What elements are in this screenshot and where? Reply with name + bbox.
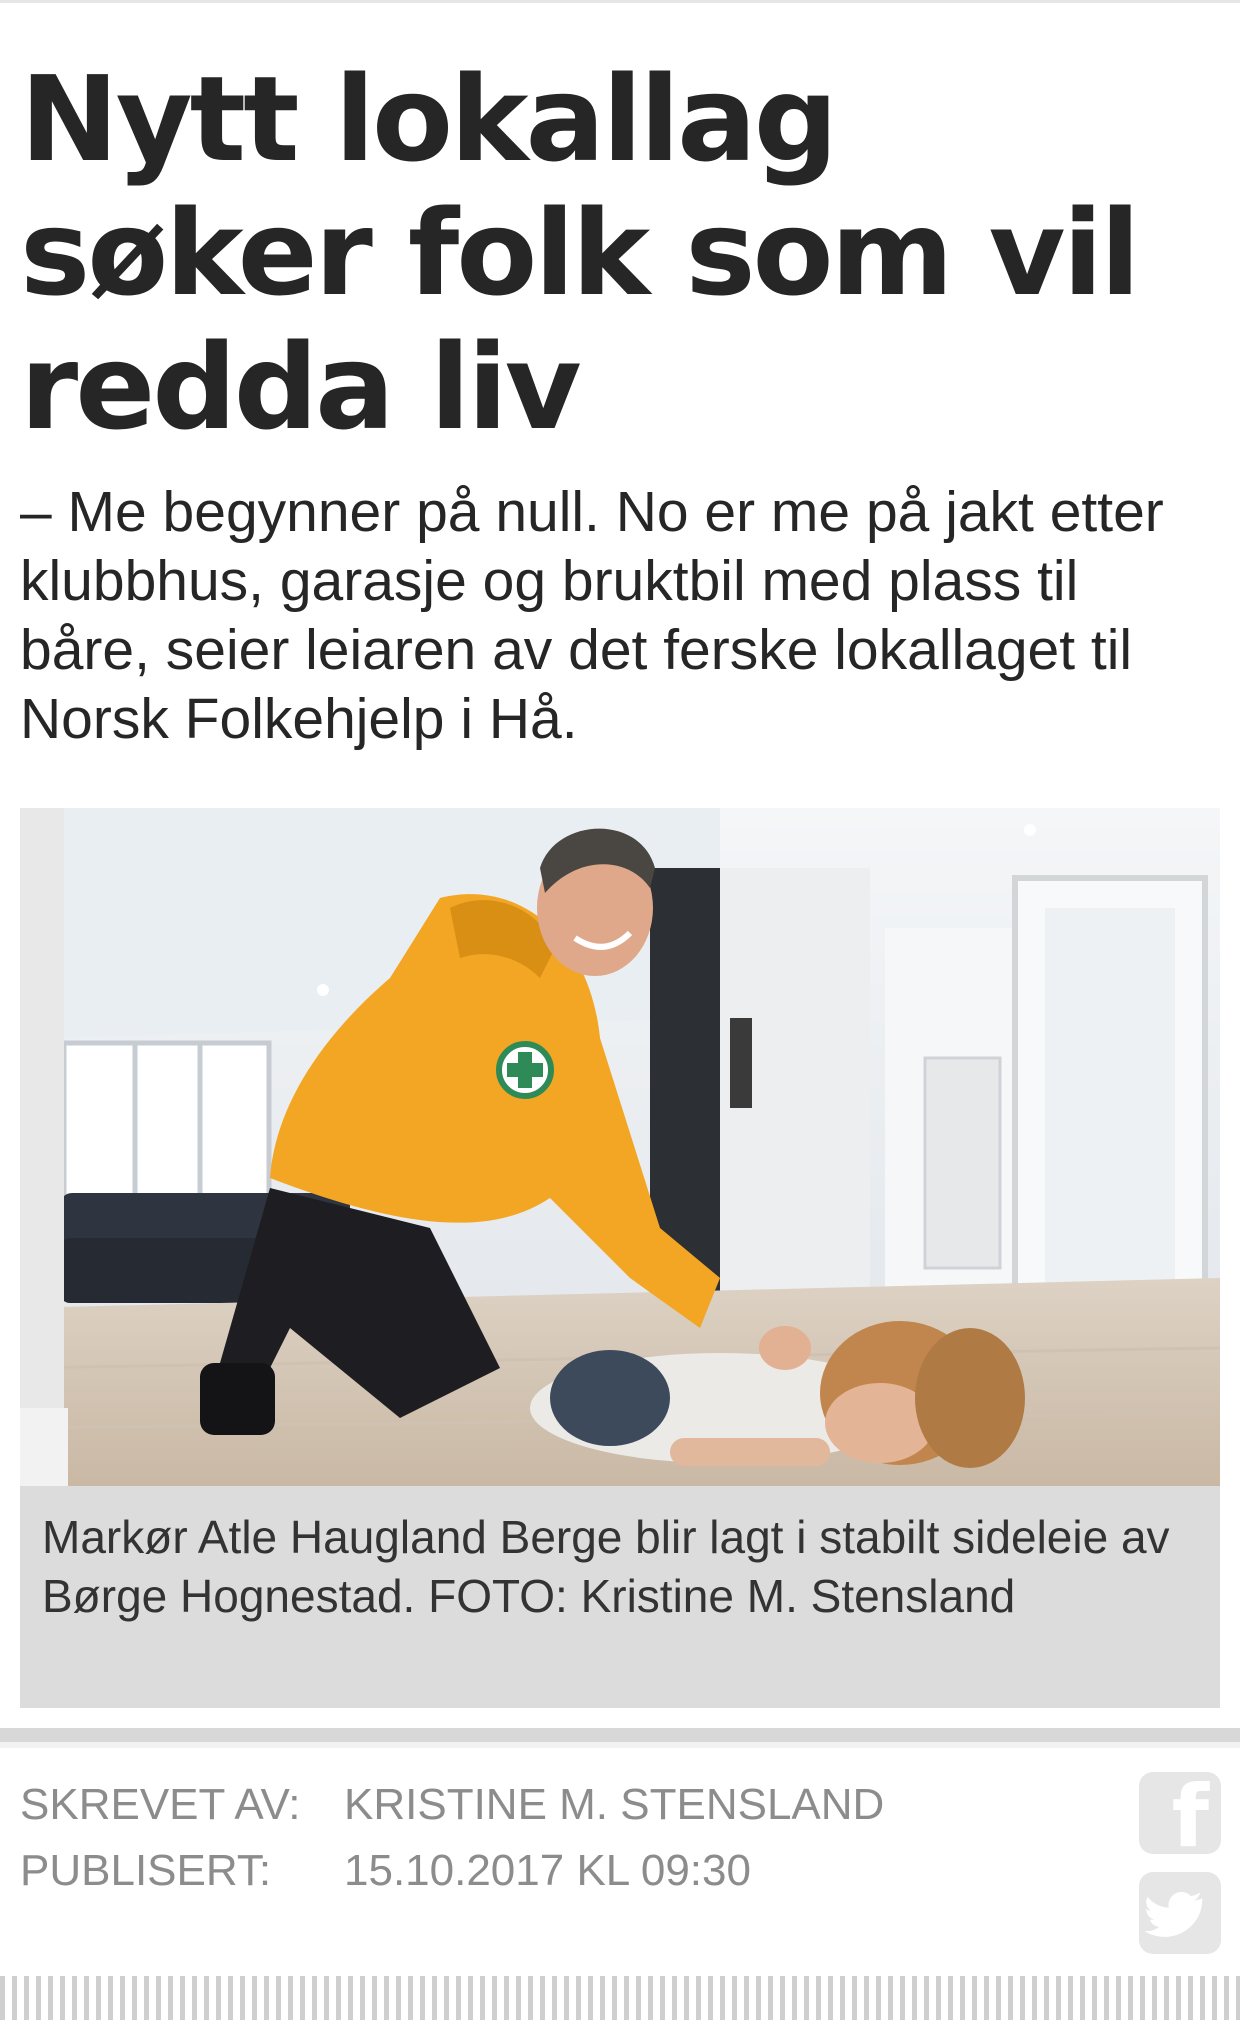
twitter-icon[interactable] bbox=[1139, 1872, 1221, 1954]
photo-caption: Markør Atle Haugland Berge blir lagt i stabilt sideleie av Børge Hognestad. FOTO: Kristine M. Stensland bbox=[20, 1486, 1220, 1708]
twitter-share-button[interactable] bbox=[1139, 1872, 1221, 1954]
author-row bbox=[20, 1772, 1100, 1838]
published-date: 15.10.2017 KL 09:30 bbox=[344, 1846, 751, 1895]
top-border bbox=[0, 0, 1240, 3]
twitter-bird-glyph bbox=[1139, 1872, 1221, 1954]
article-figure bbox=[20, 808, 1220, 1708]
article-photo[interactable] bbox=[20, 808, 1220, 1486]
published-row bbox=[20, 1838, 1100, 1904]
photo-illustration bbox=[20, 808, 1220, 1486]
bottom-pattern bbox=[0, 1976, 1240, 2020]
published-label: PUBLISERT: bbox=[20, 1846, 272, 1895]
facebook-share-button[interactable] bbox=[1139, 1767, 1221, 1867]
author-label: SKREVET AV: bbox=[20, 1780, 301, 1829]
article-meta bbox=[20, 1772, 1100, 1904]
article-headline: Nytt lokallag søker folk som vil redda liv bbox=[20, 50, 1138, 456]
section-divider bbox=[0, 1728, 1240, 1742]
facebook-icon[interactable]: f bbox=[1139, 1772, 1221, 1854]
article-lead: – Me begynner på null. No er me på jakt etter klubbhus, garasje og bruktbil med plass til båre, seier leiaren av det ferske lokallaget til Norsk Folkehjelp i Hå. bbox=[20, 480, 1164, 751]
author-name: KRISTINE M. STENSLAND bbox=[344, 1780, 885, 1829]
